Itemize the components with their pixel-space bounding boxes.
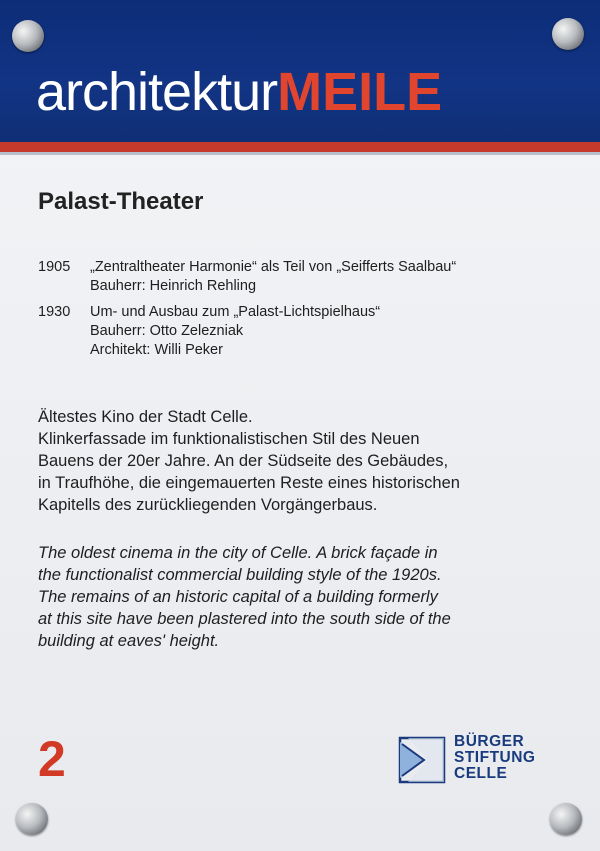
german-line: Bauens der 20er Jahre. An der Südseite des Gebäudes,	[38, 452, 449, 470]
stiftung-line: CELLE	[454, 765, 508, 782]
timeline-detail: Bauherr: Otto Zelezniak	[90, 323, 244, 339]
timeline-entry-1930	[38, 304, 380, 358]
stiftung-text	[454, 734, 536, 782]
german-line: Kapitells des zurückliegenden Vorgängerbaus.	[38, 496, 378, 514]
sign-title: Palast-Theater	[38, 188, 204, 215]
station-number: 2	[38, 731, 66, 787]
header-grey-stripe	[0, 152, 600, 155]
english-line: building at eaves' height.	[38, 632, 220, 650]
timeline-year: 1930	[38, 304, 71, 320]
timeline-text: Um- und Ausbau zum „Palast-Lichtspielhaus“	[90, 304, 381, 320]
timeline-detail: Bauherr: Heinrich Rehling	[90, 278, 257, 294]
english-line: the functionalist commercial building style of the 1920s.	[38, 566, 442, 584]
header-red-stripe	[0, 142, 600, 152]
timeline-detail: Architekt: Willi Peker	[90, 342, 223, 358]
english-line: The remains of an historic capital of a building formerly	[38, 588, 438, 606]
stiftung-mark-icon	[398, 736, 450, 784]
english-line: The oldest cinema in the city of Celle. A brick façade in	[38, 544, 438, 562]
screw-top-right-icon	[552, 18, 584, 50]
timeline-entry-1905	[38, 259, 456, 294]
english-line: at this site have been plastered into the south side of the	[38, 610, 451, 628]
stiftung-line: STIFTUNG	[454, 749, 536, 766]
architekturmeile-logo: architekturMEILE	[36, 62, 443, 122]
screw-bottom-right-icon	[550, 803, 582, 835]
german-description	[38, 406, 578, 516]
stiftung-line: BÜRGER	[454, 733, 525, 750]
german-line: Ältestes Kino der Stadt Celle.	[38, 408, 253, 426]
german-line: Klinkerfassade im funktionalistischen Stil des Neuen	[38, 430, 420, 448]
screw-top-left-icon	[12, 20, 44, 52]
buergerstiftung-logo	[398, 734, 568, 786]
english-description	[38, 542, 578, 652]
timeline-text: „Zentraltheater Harmonie“ als Teil von „Seifferts Saalbau“	[90, 259, 457, 275]
german-line: in Traufhöhe, die eingemauerten Reste eines historischen	[38, 474, 460, 492]
timeline-year: 1905	[38, 259, 71, 275]
screw-bottom-left-icon	[16, 803, 48, 835]
